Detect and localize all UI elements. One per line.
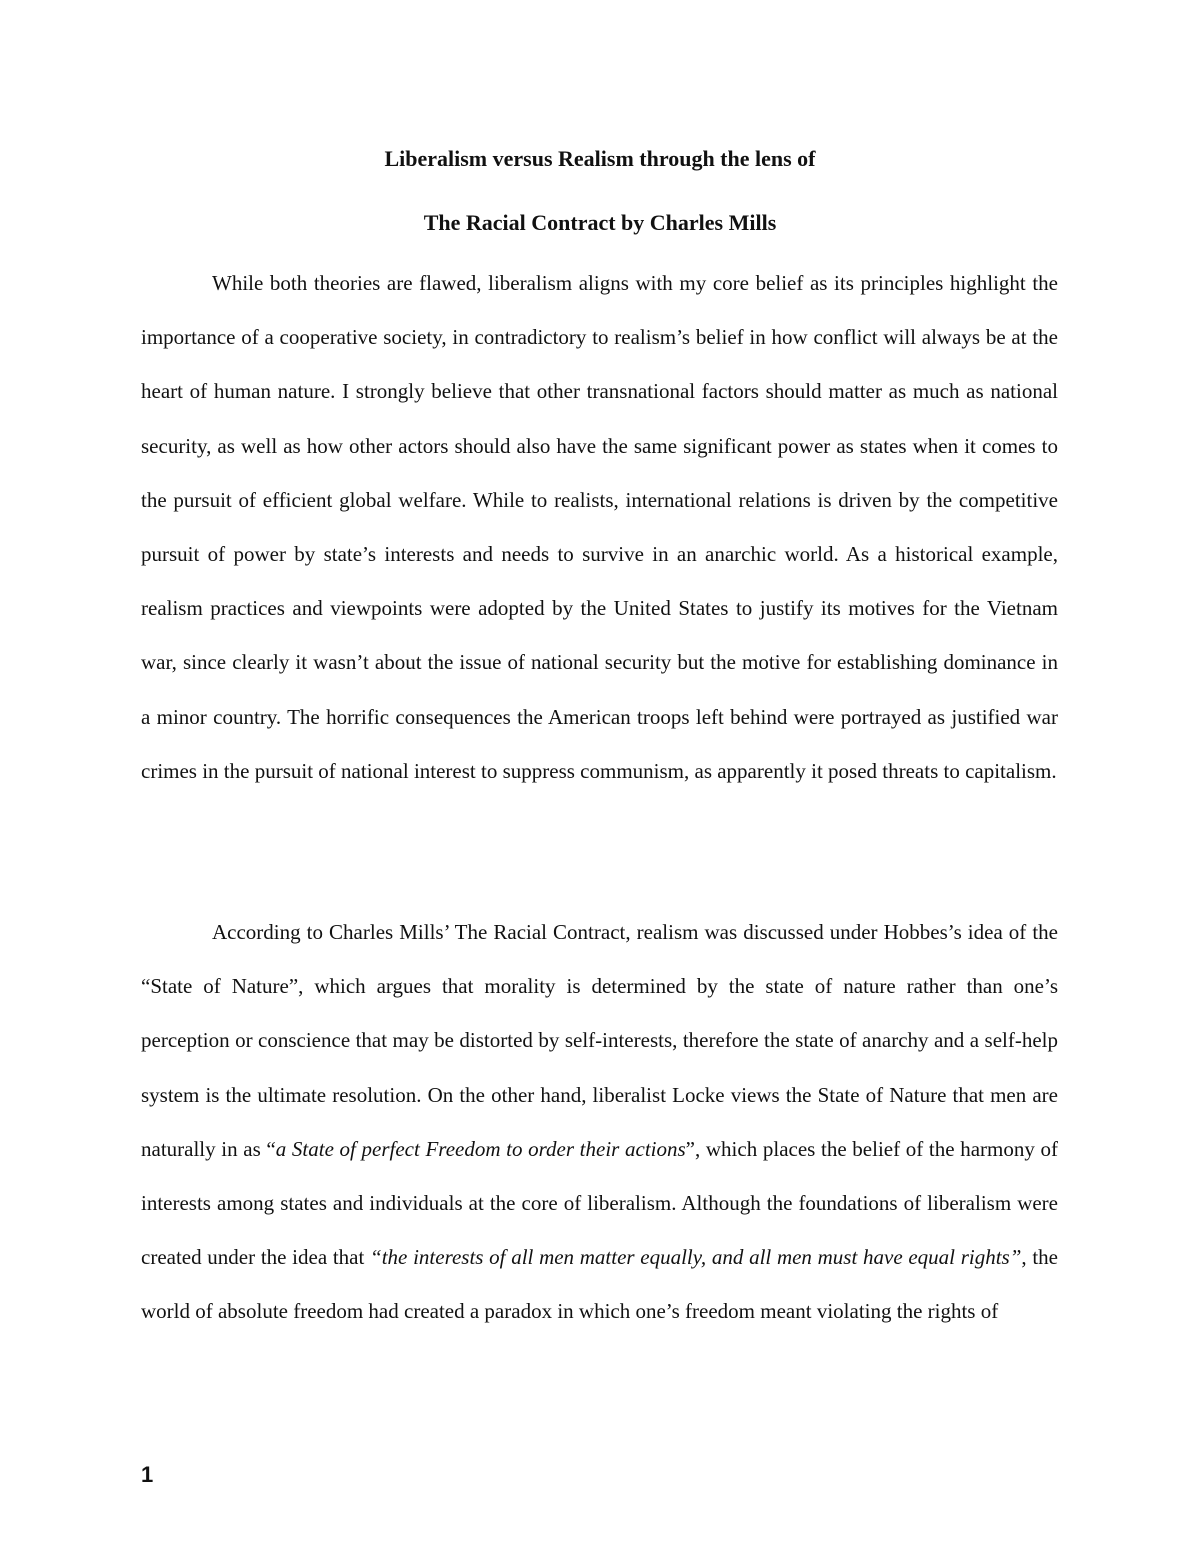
document-title-line-1: Liberalism versus Realism through the lens of bbox=[384, 146, 816, 171]
paragraph-2-text-part-1: According to Charles Mills’ The Racial Contract, realism was discussed under Hobbes’s idea of the “State of Nature”, which argues that morality is determined by the state of nature rather than one’s perception or conscience that may be distorted by self-interests, therefore the state of anarchy and a self-help system is the ultimate resolution. On the other hand, liberalist Locke views the State of Nature that men are naturally in as “ bbox=[141, 920, 1058, 1161]
body-paragraph-1: While both theories are flawed, liberalism aligns with my core belief as its principles highlight the importance of a cooperative society, in contradictory to realism’s belief in how conflict will always be at the heart of human nature. I strongly believe that other transnational factors should matter as much as national security, as well as how other actors should also have the same significant power as states when it comes to the pursuit of efficient global welfare. While to realists, international relations is driven by the competitive pursuit of power by state’s interests and needs to survive in an anarchic world. As a historical example, realism practices and viewpoints were adopted by the United States to justify its motives for the Vietnam war, since clearly it wasn’t about the issue of national security but the motive for establishing dominance in a minor country. The horrific consequences the American troops left behind were portrayed as justified war crimes in the pursuit of national interest to suppress communism, as apparently it posed threats to capitalism. bbox=[141, 271, 1058, 783]
document-title-line-2: The Racial Contract by Charles Mills bbox=[423, 210, 777, 235]
page-number: 1 bbox=[141, 1462, 154, 1487]
paragraph-2-text-part-2: ”, which places the belief of the harmony of interests among states and individuals at the core of liberalism. Although the foundations of liberalism were created under the idea that bbox=[141, 1136, 1058, 1270]
body-paragraph-2 bbox=[141, 905, 1058, 1339]
liberalism-quote: “the interests of all men matter equally, and all men must have equal rights” bbox=[370, 1245, 1022, 1270]
paragraph-2-text-part-3: , the world of absolute freedom had created a paradox in which one’s freedom meant violating the rights of bbox=[141, 1245, 1058, 1324]
locke-quote: a State of perfect Freedom to order their actions bbox=[275, 1136, 686, 1161]
